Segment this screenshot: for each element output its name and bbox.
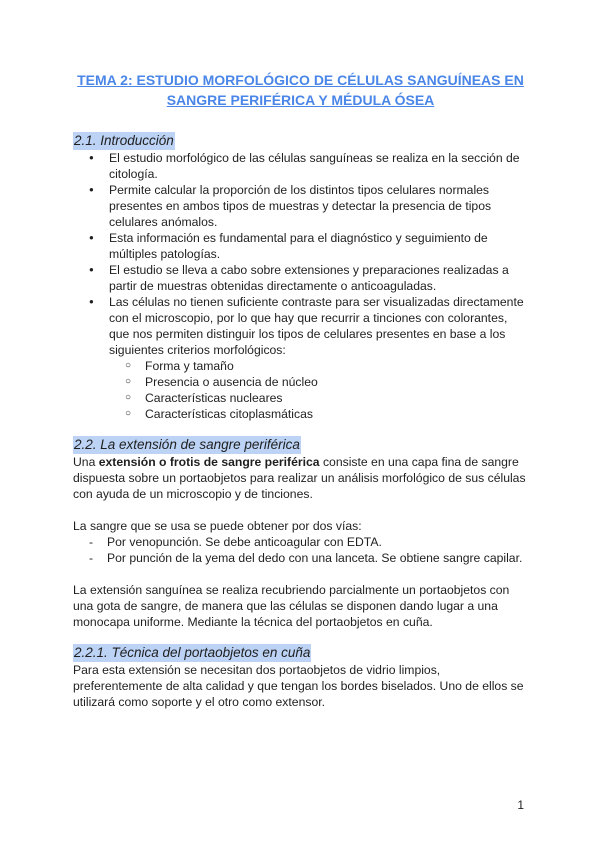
section-heading: 2.2. La extensión de sangre periférica xyxy=(74,437,300,452)
list-item: ● Permite calcular la proporción de los distintos tipos celulares normales presentes en ambos tipos de muestras y detectar la presencia de tipos celulares anómalos. xyxy=(109,182,528,230)
page-number: 1 xyxy=(517,798,524,812)
section-heading: 2.2.1. Técnica del portaobjetos en cuña xyxy=(74,645,311,660)
paragraph: La sangre que se usa se puede obtener por dos vías: xyxy=(73,519,362,533)
intro-bullet-list xyxy=(73,150,528,422)
sub-list-item: ○ Presencia o ausencia de núcleo xyxy=(145,374,528,390)
sub-list-item: ○ Características nucleares xyxy=(145,390,528,406)
section-tecnica-cuna xyxy=(73,644,528,710)
list-item: ● El estudio se lleva a cabo sobre extensiones y preparaciones realizadas a partir de muestras obtenidas directamente o anticoaguladas. xyxy=(109,262,528,294)
criteria-sub-list xyxy=(109,358,528,422)
list-item: - Por venopunción. Se debe anticoagular con EDTA. xyxy=(107,534,528,550)
list-item xyxy=(109,294,528,422)
title-line-1: TEMA 2: ESTUDIO MORFOLÓGICO DE CÉLULAS SANGUÍNEAS EN xyxy=(77,72,524,88)
section-introduccion xyxy=(73,132,528,422)
document-page xyxy=(73,70,528,710)
list-item-text: Las células no tienen suficiente contraste para ser visualizadas directamente con el microscopio, por lo que hay que recurrir a tinciones con colorantes, que nos permiten distinguir los tipos de celulares presentes en base a los siguientes criterios morfológicos: xyxy=(109,295,524,357)
list-item: ● El estudio morfológico de las células sanguíneas se realiza en la sección de citología. xyxy=(109,150,528,182)
text-run: Una xyxy=(73,455,99,469)
document-title xyxy=(73,70,528,110)
dash-list xyxy=(73,534,528,566)
paragraph: La extensión sanguínea se realiza recubriendo parcialmente un portaobjetos con una gota de sangre, de manera que las células se disponen dando lugar a una monocapa uniforme. Mediante la técnica del portaobjetos en cuña. xyxy=(73,583,510,629)
section-extension xyxy=(73,436,528,630)
list-item: - Por punción de la yema del dedo con una lanceta. Se obtiene sangre capilar. xyxy=(107,550,528,566)
list-item: ● Esta información es fundamental para el diagnóstico y seguimiento de múltiples patologías. xyxy=(109,230,528,262)
sub-list-item: ○ Características citoplasmáticas xyxy=(145,406,528,422)
sub-list-item: ○ Forma y tamaño xyxy=(145,358,528,374)
bold-term: extensión o frotis de sangre periférica xyxy=(98,455,320,469)
text-run: consiste en una capa fina de sangre dispuesta sobre un portaobjetos para realizar un análisis morfológico de sus células con ayuda de un microscopio y de tinciones. xyxy=(73,455,526,501)
section-heading: 2.1. Introducción xyxy=(74,133,174,148)
paragraph xyxy=(73,454,528,502)
title-line-2: SANGRE PERIFÉRICA Y MÉDULA ÓSEA xyxy=(166,92,435,108)
paragraph: Para esta extensión se necesitan dos portaobjetos de vidrio limpios, preferentemente de alta calidad y que tengan los bordes biselados. Uno de ellos se utilizará como soporte y el otro como extensor. xyxy=(73,663,524,709)
